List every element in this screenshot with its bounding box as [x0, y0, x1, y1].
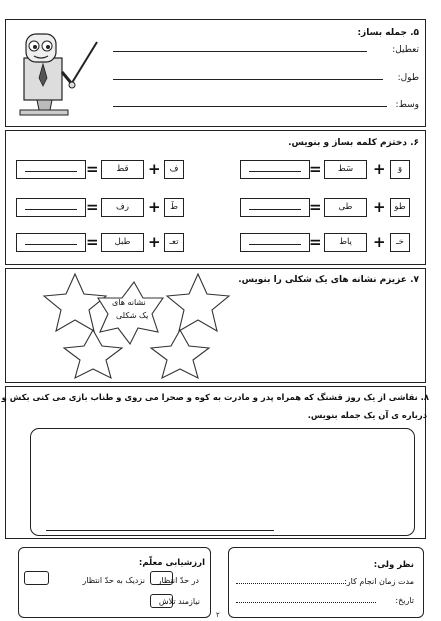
answer-line[interactable]: [249, 209, 301, 210]
answer-box[interactable]: [16, 233, 86, 252]
equals-sign: =: [86, 233, 99, 251]
syllable-box: طی: [324, 198, 367, 217]
answer-box[interactable]: [240, 233, 310, 252]
equals-sign: =: [309, 233, 322, 251]
parent-field-2-line[interactable]: [236, 602, 376, 603]
teacher-illustration: [12, 28, 102, 120]
answer-line[interactable]: [249, 171, 301, 172]
answer-line[interactable]: [25, 171, 77, 172]
center-star-line-1: نشانه های: [112, 298, 146, 307]
teacher-opt3: نیازمند تلاش: [158, 597, 200, 606]
plus-sign: +: [148, 233, 161, 251]
q5-word-2: طول:: [397, 73, 419, 83]
q6-title: ۶. دختزم کلمه بساز و بنویس.: [288, 138, 419, 148]
syllable-box: ف: [164, 160, 184, 179]
parent-field-2: تاریخ:: [395, 596, 414, 605]
center-star-line-2: یک شکلی: [116, 311, 149, 320]
star-shape: [64, 330, 122, 378]
answer-box[interactable]: [240, 160, 310, 179]
syllable-box: یاط: [324, 233, 367, 252]
parent-field-1-line[interactable]: [236, 583, 346, 584]
syllable-box: تعـ: [164, 233, 184, 252]
syllable-box: طَ: [164, 198, 184, 217]
q7-title: ۷. عزیزم نشانه های یک شکلی را بنویس.: [238, 275, 419, 285]
teacher-opt1: در حدّ انتظار: [157, 576, 199, 585]
star-shape: [151, 330, 209, 378]
answer-box[interactable]: [240, 198, 310, 217]
equals-sign: =: [309, 198, 322, 216]
equals-sign: =: [309, 160, 322, 178]
q5-line-2[interactable]: [113, 79, 383, 80]
q8-title-line-1: ۸. نقاشی از یک روز قشنگ که همراه پدر و مادرت به کوه و صحرا می روی و طناب بازی می کنی بکش و: [1, 392, 429, 402]
parent-title: نظر ولی:: [373, 560, 414, 570]
drawing-area[interactable]: [30, 428, 415, 536]
plus-sign: +: [148, 160, 161, 178]
syllable-box: رف: [101, 198, 144, 217]
equals-sign: =: [86, 198, 99, 216]
syllable-box: طبل: [101, 233, 144, 252]
plus-sign: +: [373, 198, 386, 216]
plus-sign: +: [373, 160, 386, 178]
teacher-opt2: نزدیک به حدّ انتظار: [82, 576, 145, 585]
q8-title-line-2: درباره ی آن یک جمله بنویس.: [307, 410, 427, 420]
q5-word-3: وسط:: [395, 100, 419, 110]
q5-line-3[interactable]: [113, 106, 387, 107]
plus-sign: +: [148, 198, 161, 216]
q5-title: ۵. جمله بساز:: [357, 28, 419, 38]
answer-box[interactable]: [16, 160, 86, 179]
star-shape: [44, 274, 106, 331]
answer-box[interactable]: [16, 198, 86, 217]
star-shape: [167, 274, 229, 331]
syllable-box: طو: [390, 198, 410, 217]
checkbox-opt2[interactable]: [24, 571, 49, 585]
page-number: ۲: [216, 611, 220, 619]
syllable-box: خـ: [390, 233, 410, 252]
syllable-box: قط: [101, 160, 144, 179]
syllable-box: سَط: [324, 160, 367, 179]
q5-word-1: تعطیل:: [392, 45, 419, 55]
answer-line[interactable]: [25, 244, 77, 245]
teacher-eval-title: ارزشیابی معلّم:: [138, 558, 205, 568]
parent-field-1: مدت زمان انجام کار:: [344, 577, 414, 586]
equals-sign: =: [86, 160, 99, 178]
syllable-box: وَ: [390, 160, 410, 179]
sentence-line[interactable]: [46, 530, 274, 531]
stars-group: [30, 272, 240, 382]
plus-sign: +: [373, 233, 386, 251]
answer-line[interactable]: [25, 209, 77, 210]
q5-line-1[interactable]: [113, 51, 367, 52]
answer-line[interactable]: [249, 244, 301, 245]
